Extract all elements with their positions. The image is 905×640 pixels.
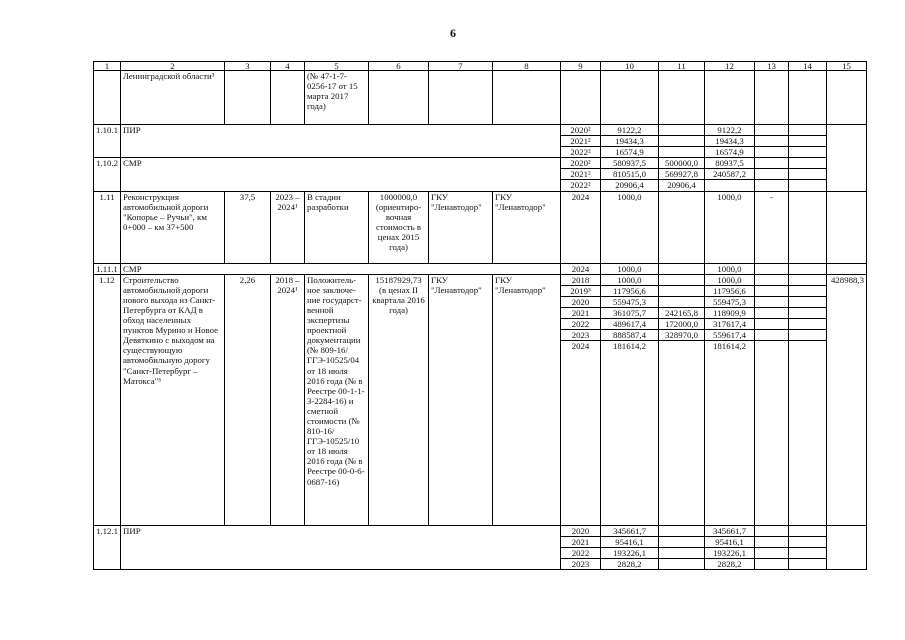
table-row	[94, 71, 867, 125]
table-row	[94, 125, 867, 136]
item-name: СМР	[121, 263, 561, 274]
customer: ГКУ "Ленавтодор"	[429, 191, 493, 263]
header-cell: 15	[827, 62, 867, 71]
header-cell: 9	[561, 62, 601, 71]
regional: 117956,6	[705, 285, 755, 296]
length: 2,26	[225, 274, 271, 525]
federal	[659, 548, 705, 559]
federal: 242165,8	[659, 307, 705, 318]
year: 2019³	[561, 285, 601, 296]
year: 2018	[561, 274, 601, 285]
regional: 181614,2	[705, 341, 755, 352]
header-cell: 14	[789, 62, 827, 71]
customer: ГКУ "Ленавтодор"	[429, 274, 493, 525]
total: 9122,2	[601, 125, 659, 136]
year: 2021	[561, 307, 601, 318]
table-row	[94, 191, 867, 263]
period: 2023 – 2024¹	[271, 191, 305, 263]
federal	[659, 536, 705, 547]
year: 2020²	[561, 158, 601, 169]
total: 1000,0	[601, 274, 659, 285]
total: 1000,0	[601, 263, 659, 274]
year: 2022	[561, 319, 601, 330]
object-name: Ленинградской области³	[121, 71, 225, 125]
year: 2022	[561, 548, 601, 559]
total: 16574,9	[601, 147, 659, 158]
year: 2020²	[561, 125, 601, 136]
header-cell: 6	[369, 62, 429, 71]
regional	[705, 180, 755, 191]
federal	[659, 285, 705, 296]
item-code: 1.12.1	[94, 525, 121, 569]
total: 580937,5	[601, 158, 659, 169]
year: 2022²	[561, 180, 601, 191]
item-code: 1.11	[94, 191, 121, 263]
year: 2024	[561, 191, 601, 263]
federal	[659, 341, 705, 352]
total: 345661,7	[601, 525, 659, 536]
federal	[659, 263, 705, 274]
total: 2828,2	[601, 559, 659, 570]
federal	[659, 559, 705, 570]
document-status: В стадии разработки	[305, 191, 369, 263]
total: 193226,1	[601, 548, 659, 559]
regional: 9122,2	[705, 125, 755, 136]
total: 810515,0	[601, 169, 659, 180]
regional: 1000,0	[705, 263, 755, 274]
item-code: 1.12	[94, 274, 121, 525]
year: 2021²	[561, 136, 601, 147]
table-row	[94, 158, 867, 169]
column-13: -	[755, 191, 789, 263]
year: 2024	[561, 341, 601, 352]
total: 95416,1	[601, 536, 659, 547]
executor: ГКУ "Ленавтодор"	[493, 274, 561, 525]
regional: 317617,4	[705, 319, 755, 330]
item-code: 1.11.1	[94, 263, 121, 274]
item-name: ПИР	[121, 125, 561, 158]
header-cell: 4	[271, 62, 305, 71]
executor: ГКУ "Ленавтодор"	[493, 191, 561, 263]
regional: 345661,7	[705, 525, 755, 536]
regional: 80937,5	[705, 158, 755, 169]
regional: 193226,1	[705, 548, 755, 559]
regional: 95416,1	[705, 536, 755, 547]
total: 19434,3	[601, 136, 659, 147]
table-row	[94, 263, 867, 274]
total: 20906,4	[601, 180, 659, 191]
federal	[659, 125, 705, 136]
regional: 1000,0	[705, 274, 755, 285]
length: 37,5	[225, 191, 271, 263]
federal	[659, 147, 705, 158]
estimated-cost: 15187929,73 (в ценах II квартала 2016 года)	[369, 274, 429, 525]
federal: 500000,0	[659, 158, 705, 169]
total: 489617,4	[601, 319, 659, 330]
year: 2022²	[561, 147, 601, 158]
federal: 328970,0	[659, 330, 705, 341]
federal: 569927,8	[659, 169, 705, 180]
table-row	[94, 274, 867, 285]
item-code: 1.10.2	[94, 158, 121, 191]
column-15: 428988,3	[827, 274, 867, 525]
total: 888587,4	[601, 330, 659, 341]
year: 2023	[561, 330, 601, 341]
header-cell: 8	[493, 62, 561, 71]
header-cell: 3	[225, 62, 271, 71]
federal: 20906,4	[659, 180, 705, 191]
regional: 240587,2	[705, 169, 755, 180]
header-cell: 7	[429, 62, 493, 71]
regional: 118909,9	[705, 307, 755, 318]
header-cell: 12	[705, 62, 755, 71]
header-cell: 2	[121, 62, 225, 71]
year: 2024	[561, 263, 601, 274]
object-name: Реконструкция автомобильной дороги "Копорье – Ручьи", км 0+000 – км 37+500	[121, 191, 225, 263]
estimated-cost: 1000000,0 (ориентиро-вочная стоимость в ценах 2015 года)	[369, 191, 429, 263]
header-row	[94, 62, 867, 71]
regional: 16574,9	[705, 147, 755, 158]
year: 2020	[561, 296, 601, 307]
total: 361075,7	[601, 307, 659, 318]
document-status: (№ 47-1-7-0256-17 от 15 марта 2017 года)	[305, 71, 369, 125]
year: 2023	[561, 559, 601, 570]
regional: 2828,2	[705, 559, 755, 570]
document-status: Положитель-ное заключе-ние государст-венной экспертизы проектной документации (№ 809-16/ГГЭ-10525/04 от 18 июля 2016 года (№ в Реестре 00-1-1-3-2284-16) и сметной стоимости (№ 810-16/ГГЭ-10525/10 от 18 июля 2016 года (№ в Реестре 00-0-6-0687-16)	[305, 274, 369, 525]
period: 2018 – 2024¹	[271, 274, 305, 525]
item-code: 1.10.1	[94, 125, 121, 158]
total: 117956,6	[601, 285, 659, 296]
year: 2020	[561, 525, 601, 536]
federal: 172000,0	[659, 319, 705, 330]
header-cell: 11	[659, 62, 705, 71]
item-name: ПИР	[121, 525, 561, 569]
total: 181614,2	[601, 341, 659, 352]
object-name: Строительство автомобильной дороги нового выхода из Санкт-Петербурга от КАД в обход населенных пунктов Мурино и Новое Девяткино с выходом на существующую автомобильную дорогу "Санкт-Петербург – Матокса"³	[121, 274, 225, 525]
header-cell: 10	[601, 62, 659, 71]
total: 559475,3	[601, 296, 659, 307]
regional: 559475,3	[705, 296, 755, 307]
header-cell: 5	[305, 62, 369, 71]
federal	[659, 296, 705, 307]
year: 2021²	[561, 169, 601, 180]
year: 2021	[561, 536, 601, 547]
program-table	[93, 61, 867, 570]
regional: 559617,4	[705, 330, 755, 341]
total: 1000,0	[601, 191, 659, 263]
table-row	[94, 525, 867, 536]
federal	[659, 136, 705, 147]
header-cell: 13	[755, 62, 789, 71]
federal	[659, 274, 705, 285]
item-name: СМР	[121, 158, 561, 191]
regional: 1000,0	[705, 191, 755, 263]
regional: 19434,3	[705, 136, 755, 147]
page-number: 6	[450, 26, 456, 40]
federal	[659, 525, 705, 536]
header-cell: 1	[94, 62, 121, 71]
federal	[659, 191, 705, 263]
